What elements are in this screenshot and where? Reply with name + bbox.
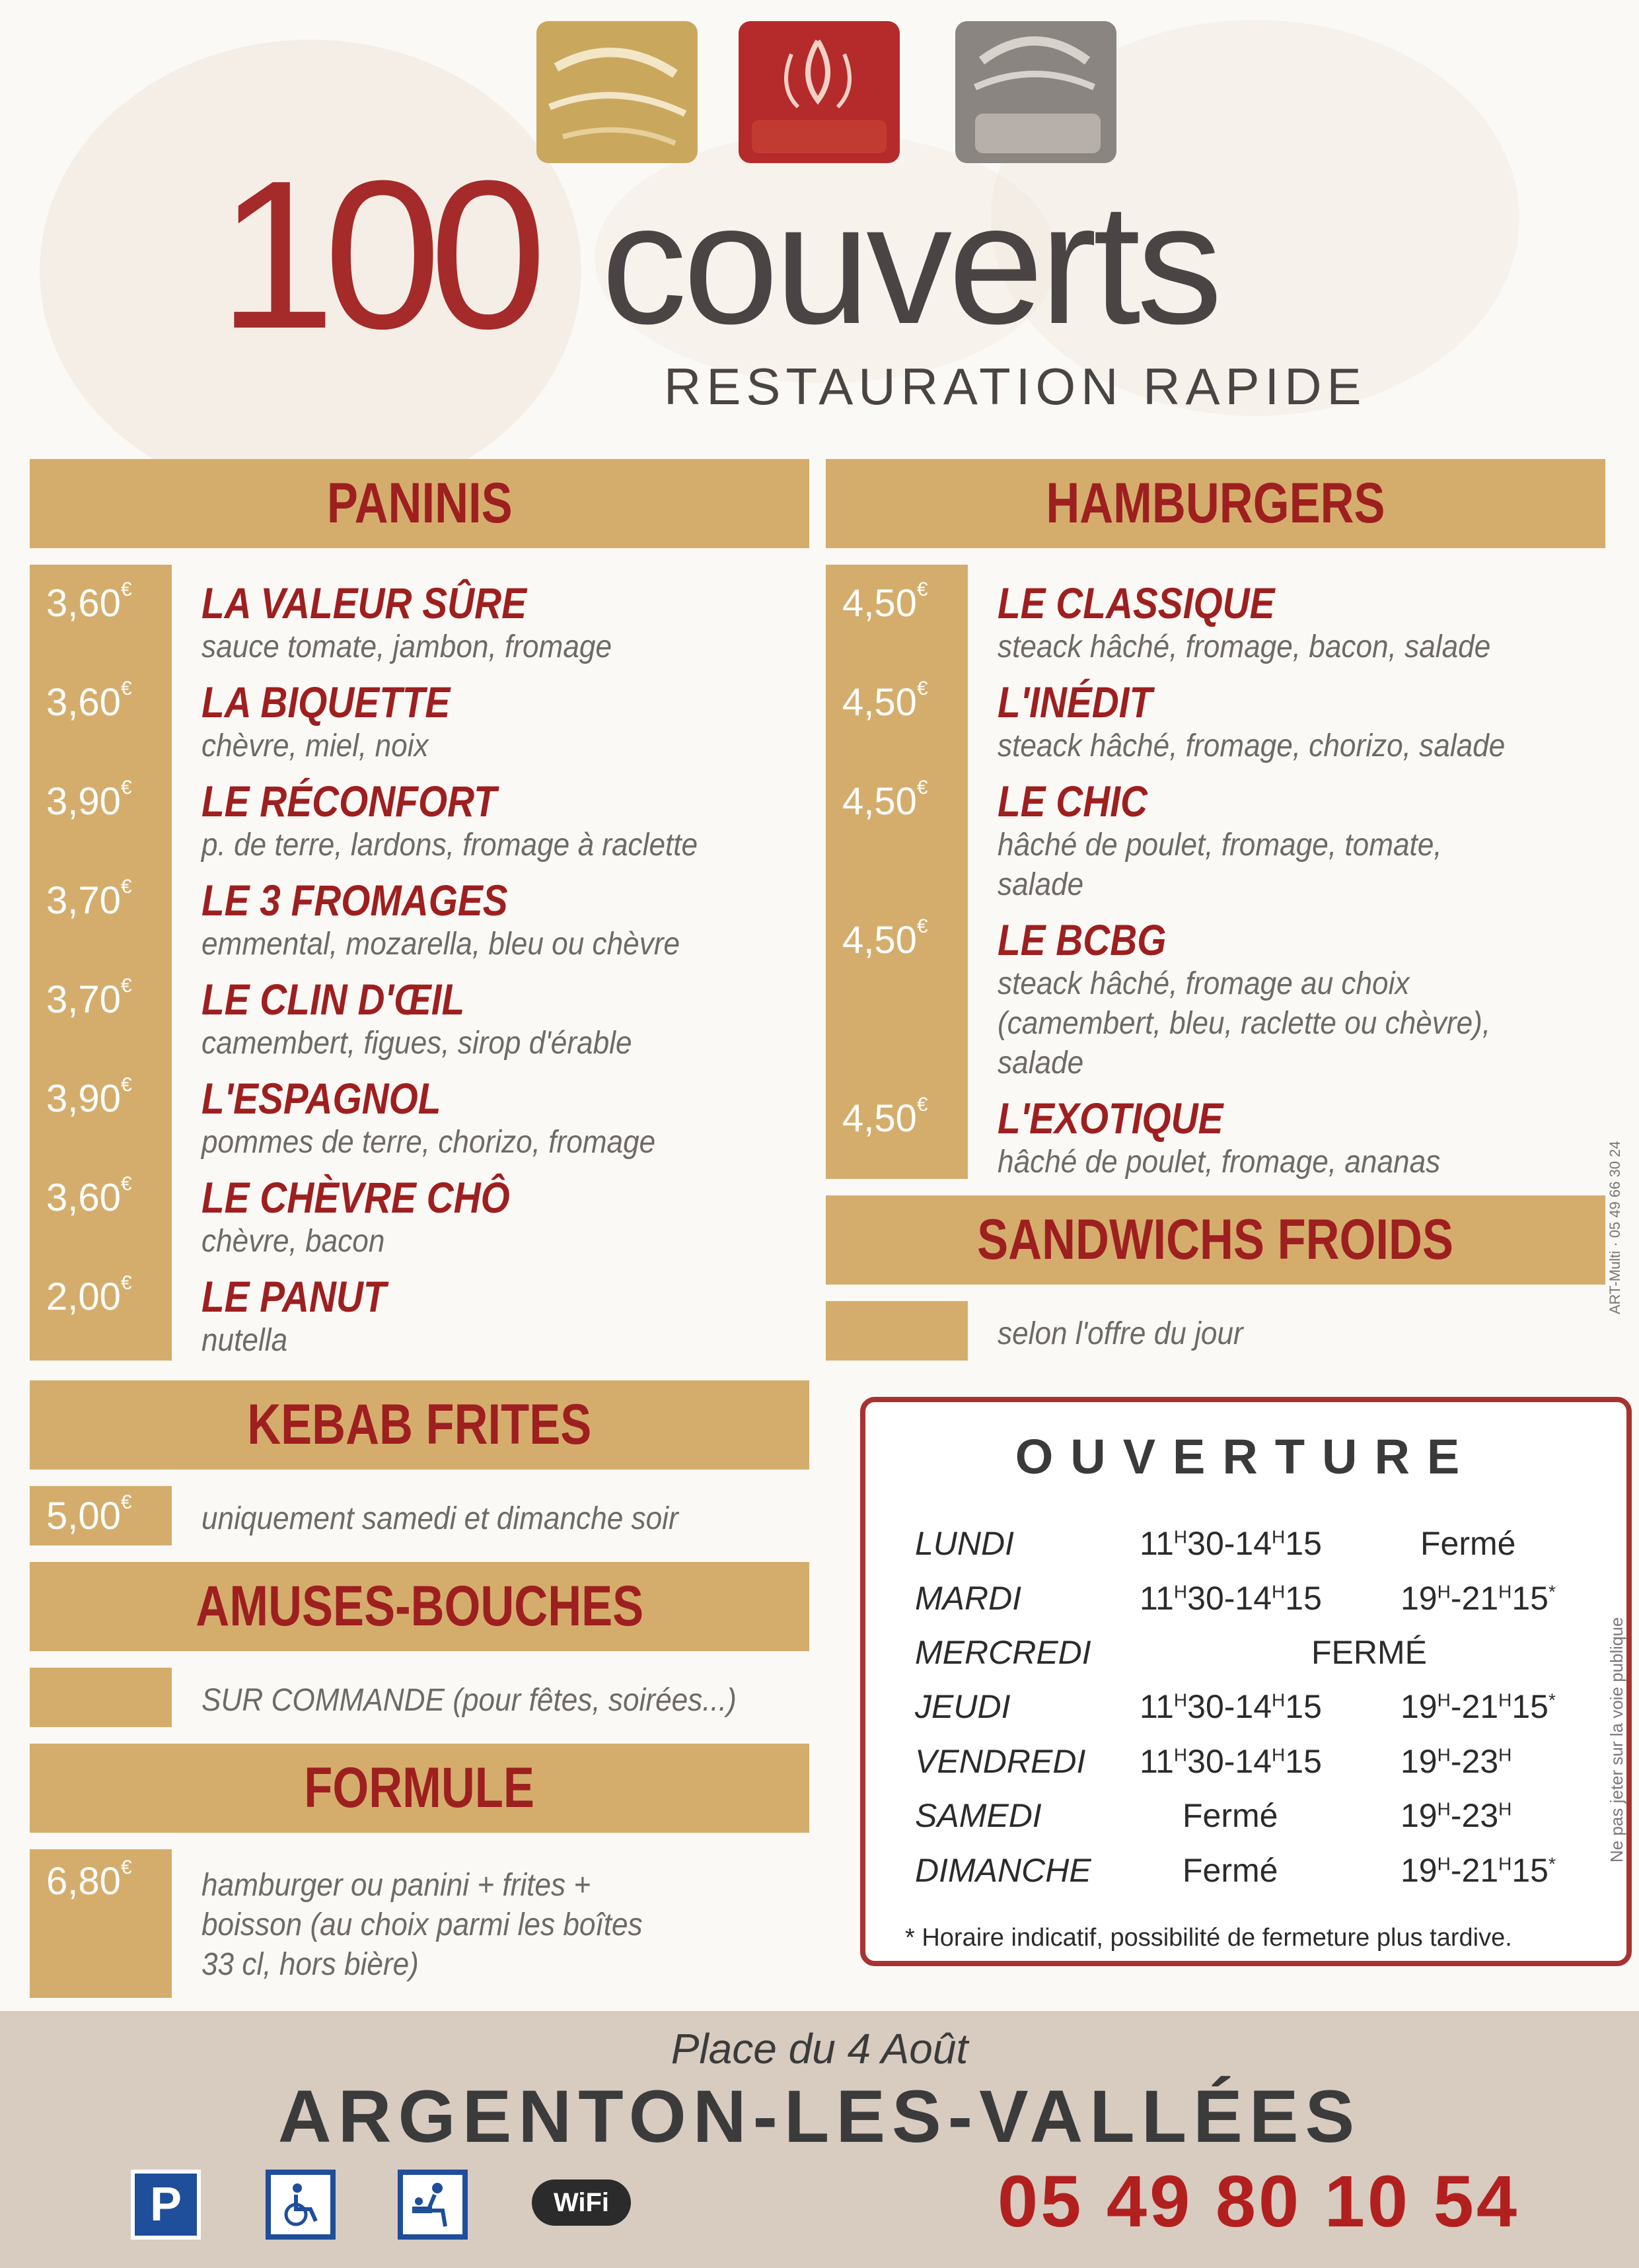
paninis-header <box>30 459 809 548</box>
amuses-header <box>30 1562 809 1651</box>
kebab-desc: uniquement samedi et dimanche soir <box>201 1501 678 1536</box>
price: 2,00€ <box>46 1272 132 1318</box>
opening-hours-title: OUVERTURE <box>1015 1429 1477 1484</box>
menu-item-name: LE CLIN D'ŒIL <box>201 975 465 1024</box>
formule-desc: hamburger ou panini + frites + <box>201 1868 591 1903</box>
price: 3,60€ <box>46 678 132 724</box>
menu-item-desc: steack hâché, fromage, bacon, salade <box>998 629 1491 664</box>
closed-label: FERMÉ <box>1311 1634 1427 1671</box>
soir-hours: $19^H-21^H15^*$ <box>1401 1688 1556 1725</box>
midi-hours: $11^H30-14^H15$ <box>1140 1580 1322 1617</box>
menu-item-name: LA VALEUR SÛRE <box>201 579 527 627</box>
wifi-icon: WiFi <box>532 2179 631 2226</box>
grill-logo-icon <box>739 21 900 163</box>
hamburgers-title: HAMBURGERS <box>1046 472 1385 535</box>
price: 4,50€ <box>842 1094 928 1140</box>
menu-item-desc: steack hâché, fromage, chorizo, salade <box>998 728 1506 763</box>
formule-title: FORMULE <box>304 1756 535 1820</box>
midi-hours: $11^H30-14^H15$ <box>1140 1688 1322 1725</box>
menu-item-name: LE CLASSIQUE <box>998 579 1275 627</box>
logo-word: couverts <box>601 168 1219 360</box>
day-label: VENDREDI <box>915 1743 1086 1780</box>
formule-desc: 33 cl, hors bière) <box>201 1947 419 1982</box>
day-label: MARDI <box>915 1580 1022 1617</box>
menu-item-name: LE 3 FROMAGES <box>201 876 508 925</box>
day-label: MERCREDI <box>915 1634 1091 1671</box>
formule-header <box>30 1744 809 1833</box>
hours-note: * Horaire indicatif, possibilité de fermeture plus tardive. <box>905 1924 1512 1952</box>
menu-item-name: LE BCBG <box>998 915 1167 964</box>
menu-item-desc: hâché de poulet, fromage, ananas <box>998 1145 1441 1180</box>
kebab-title: KEBAB FRITES <box>247 1393 592 1456</box>
formule-desc: boisson (au choix parmi les boîtes <box>201 1907 643 1942</box>
amuses-price-block <box>30 1668 172 1727</box>
menu-item-desc: p. de terre, lardons, fromage à raclette <box>201 828 698 863</box>
wheelchair-icon <box>266 2170 336 2240</box>
legal-note: Ne pas jeter sur la voie publique <box>1607 1617 1626 1862</box>
menu-item-desc: sauce tomate, jambon, fromage <box>201 629 612 664</box>
menu-item-desc: camembert, figues, sirop d'érable <box>201 1026 632 1061</box>
midi-hours: Fermé <box>1183 1797 1278 1834</box>
menu-item-desc: steack hâché, fromage au choix <box>998 966 1410 1001</box>
hamburgers-price-column <box>826 565 968 1179</box>
kebab-header <box>30 1380 809 1470</box>
price: 4,50€ <box>842 579 928 625</box>
menu-item-desc: salade <box>998 1045 1084 1081</box>
menu-item-name: LE PANUT <box>201 1272 386 1321</box>
soir-hours: Fermé <box>1420 1525 1516 1562</box>
opening-hours-box <box>860 1397 1632 1966</box>
price: 4,50€ <box>842 777 928 823</box>
soir-hours: $19^H-21^H15^*$ <box>1401 1852 1556 1889</box>
menu-item-desc: chèvre, bacon <box>201 1224 385 1259</box>
soir-hours: $19^H-21^H15^*$ <box>1401 1580 1556 1617</box>
menu-item-desc: salade <box>998 867 1084 902</box>
paninis-title: PANINIS <box>326 472 513 535</box>
address-city: ARGENTON-LES-VALLÉES <box>277 2075 1362 2158</box>
menu-item-name: LE CHIC <box>998 777 1148 826</box>
soir-hours: $19^H-23^H$ <box>1401 1797 1512 1834</box>
phone-number: 05 49 80 10 54 <box>998 2161 1520 2242</box>
price: 3,90€ <box>46 1074 132 1120</box>
sandwichs-header <box>826 1195 1605 1285</box>
menu-item-name: L'INÉDIT <box>998 678 1153 726</box>
menu-item-desc: hâché de poulet, fromage, tomate, <box>998 828 1442 863</box>
soir-hours: $19^H-23^H$ <box>1401 1743 1512 1780</box>
menu-item-desc: (camembert, bleu, raclette ou chèvre), <box>998 1006 1491 1041</box>
baby-changing-icon <box>398 2170 468 2240</box>
sandwichs-desc: selon l'offre du jour <box>998 1316 1243 1351</box>
sandwichs-title: SANDWICHS FROIDS <box>977 1208 1454 1271</box>
price: 3,60€ <box>46 579 132 625</box>
printer-credit: ART-Multi · 05 49 66 30 24 <box>1607 1141 1623 1314</box>
day-label: SAMEDI <box>915 1797 1042 1834</box>
price: 4,50€ <box>842 678 928 724</box>
day-label: JEUDI <box>915 1688 1011 1725</box>
menu-item-name: LA BIQUETTE <box>201 678 451 726</box>
menu-item-desc: nutella <box>201 1323 288 1358</box>
day-label: LUNDI <box>915 1525 1015 1562</box>
price: 4,50€ <box>842 915 928 962</box>
address-place: Place du 4 Août <box>671 2025 968 2073</box>
midi-hours: Fermé <box>1183 1852 1278 1889</box>
price: 6,80€ <box>46 1857 132 1903</box>
menu-item-name: LE RÉCONFORT <box>201 777 497 826</box>
menu-item-desc: emmental, mozarella, bleu ou chèvre <box>201 927 680 962</box>
midi-hours: $11^H30-14^H15$ <box>1140 1743 1322 1780</box>
bread-logo-icon <box>536 21 698 163</box>
amuses-title: AMUSES-BOUCHES <box>196 1575 643 1638</box>
day-label: DIMANCHE <box>915 1852 1091 1889</box>
menu-item-name: L'EXOTIQUE <box>998 1094 1223 1143</box>
price: 3,60€ <box>46 1173 132 1219</box>
price: 3,90€ <box>46 777 132 823</box>
price: 3,70€ <box>46 975 132 1021</box>
price: 3,70€ <box>46 876 132 922</box>
menu-item-desc: pommes de terre, chorizo, fromage <box>201 1125 656 1160</box>
logo-number: 100 <box>218 136 535 372</box>
menu-item-desc: chèvre, miel, noix <box>201 728 429 763</box>
menu-item-name: L'ESPAGNOL <box>201 1074 441 1123</box>
menu-item-name: LE CHÈVRE CHÔ <box>201 1173 510 1222</box>
amuses-desc: SUR COMMANDE (pour fêtes, soirées...) <box>201 1683 737 1718</box>
hamburgers-header <box>826 459 1605 548</box>
logo-subtitle: RESTAURATION RAPIDE <box>664 357 1367 415</box>
burger-logo-icon <box>955 21 1116 163</box>
sandwichs-price-block <box>826 1301 968 1361</box>
price: 5,00€ <box>46 1491 132 1538</box>
parking-icon: P <box>131 2170 201 2240</box>
midi-hours: $11^H30-14^H15$ <box>1140 1525 1322 1562</box>
